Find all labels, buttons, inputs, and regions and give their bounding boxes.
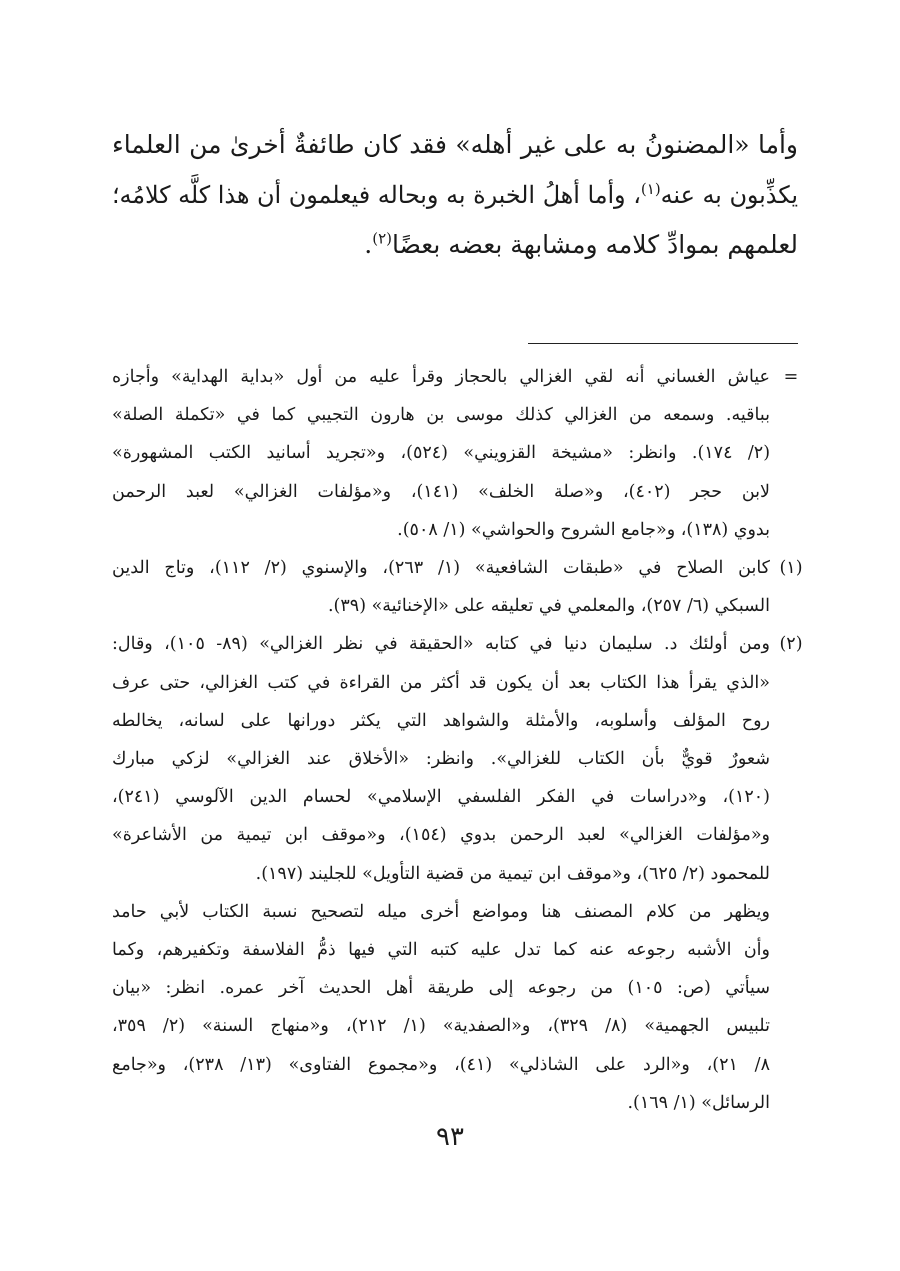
fn2c-line-3: سيأتي (ص: ١٠٥) من رجوعه إلى طريقة أهل الحديث آخر عمره. انظر: «بيان	[112, 978, 770, 999]
continuation-marker: =	[783, 367, 799, 387]
main-line-2	[112, 170, 798, 220]
fn-cont-line-2: بباقيه. وسمعه من الغزالي كذلك موسى بن هارون التجيبي كما في «تكملة الصلة»	[112, 405, 770, 426]
fn2c-line-6: الرسائل» (١/ ١٦٩).	[627, 1092, 770, 1113]
fn2-line-3: روح المؤلف وأسلوبه، والأمثلة والشواهد التي يكثر دورانها على لسانه، يخالطه	[112, 710, 770, 731]
main-line-3	[112, 220, 798, 270]
fn2c-line-1: ويظهر من كلام المصنف هنا ومواضع أخرى ميله لتصحيح نسبة الكتاب لأبي حامد	[112, 901, 770, 922]
fn1-line-1: كابن الصلاح في «طبقات الشافعية» (١/ ٢٦٣)، والإسنوي (٢/ ١١٢)، وتاج الدين	[112, 558, 770, 579]
footnote-1	[112, 549, 803, 625]
fn2c-line-5: ٨/ ٢١)، و«الرد على الشاذلي» (٤١)، و«مجموع الفتاوى» (١٣/ ٢٣٨)، و«جامع	[112, 1054, 770, 1075]
fn2-line-1: ومن أولئك د. سليمان دنيا في كتابه «الحقيقة في نظر الغزالي» (٨٩- ١٠٥)، وقال:	[112, 634, 770, 655]
footnote-2-continued	[112, 893, 798, 1122]
main-line-1: وأما «المضنونُ به على غير أهله» فقد كان طائفةٌ أخرىٰ من العلماء	[112, 130, 798, 159]
main-text	[112, 120, 798, 270]
fn-cont-line-3: (٢/ ١٧٤). وانظر: «مشيخة القزويني» (٥٢٤)، و«تجريد أسانيد الكتب المشهورة»	[112, 443, 771, 464]
fn2c-line-4: تلبيس الجهمية» (٨/ ٣٢٩)، و«الصفدية» (١/ ٢١٢)، و«منهاج السنة» (٢/ ٣٥٩،	[112, 1016, 770, 1037]
main-line-3-end: .	[364, 230, 373, 259]
page-number: ٩٣	[436, 1122, 464, 1152]
fn2-line-4: شعورٌ قويٌّ بأن الكتاب للغزالي». وانظر: «الأخلاق عند الغزالي» لزكي مبارك	[112, 749, 770, 770]
footnote-2	[112, 625, 803, 892]
fn2-line-6: و«مؤلفات الغزالي» لعبد الرحمن بدوي (١٥٤)، و«موقف ابن تيمية من الأشاعرة»	[112, 825, 770, 846]
footnote-1-marker: (١)	[779, 558, 803, 579]
fn-cont-line-5: بدوي (١٣٨)، و«جامع الشروح والحواشي» (١/ ٥٠٨).	[397, 519, 770, 540]
footnote-2-marker: (٢)	[779, 634, 803, 655]
fn2-line-5: (١٢٠)، و«دراسات في الفكر الفلسفي الإسلامي» لحسام الدين الآلوسي (٢٤١)،	[112, 787, 770, 808]
fn-cont-line-1: عياش الغساني أنه لقي الغزالي بالحجاز وقرأ عليه من أول «بداية الهداية» وأجازه	[112, 367, 770, 387]
footnote-ref-2[interactable]: (٢)	[372, 229, 392, 248]
main-line-3-text: لعلمهم بموادِّ كلامه ومشابهة بعضه بعضًا	[391, 230, 798, 259]
fn2c-line-2: وأن الأشبه رجوعه عنه كما تدل عليه كتبه التي فيها ذمُّ الفلاسفة وتكفيرهم، وكما	[112, 940, 770, 961]
fn-cont-line-4: لابن حجر (٤٠٢)، و«صلة الخلف» (١٤١)، و«مؤلفات الغزالي» لعبد الرحمن	[112, 481, 770, 502]
main-line-2-end: ، وأما أهلُ الخبرة به وبحاله فيعلمون أن هذا كلَّه كلامُه؛	[112, 181, 641, 209]
footnote-separator	[528, 343, 798, 344]
main-line-2-start: يكذِّبون به عنه	[660, 181, 798, 209]
fn2-line-7: للمحمود (٢/ ٦٢٥)، و«موقف ابن تيمية من قضية التأويل» للجليند (١٩٧).	[255, 863, 770, 884]
fn1-line-2: السبكي (٦/ ٢٥٧)، والمعلمي في تعليقه على «الإخنائية» (٣٩).	[327, 596, 770, 617]
fn2-line-2: «الذي يقرأ هذا الكتاب بعد أن يكون قد أكثر من القراءة في كتب الغزالي، حتى عرف	[112, 672, 770, 693]
footnote-continuation	[112, 358, 798, 549]
footnote-ref-1[interactable]: (١)	[640, 180, 661, 199]
footnotes	[112, 358, 803, 1122]
